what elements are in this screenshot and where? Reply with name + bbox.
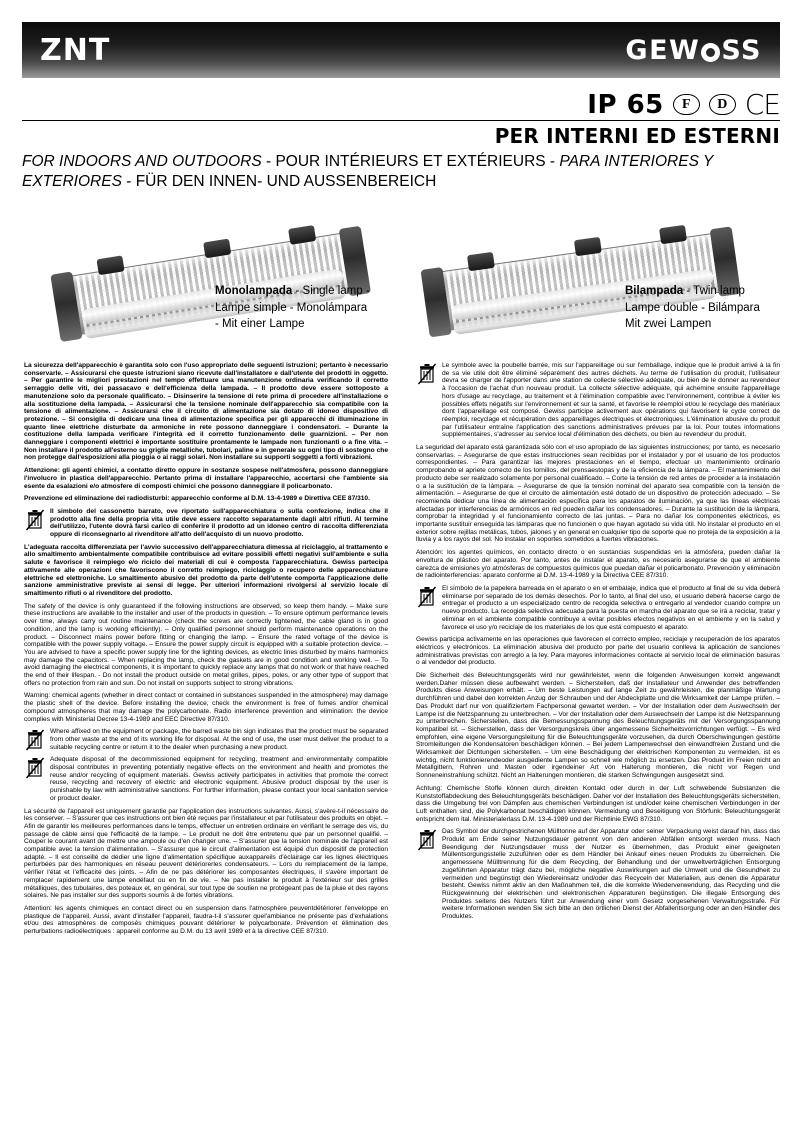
paragraph-it-wee-block	[24, 508, 388, 539]
brand-logo	[625, 35, 762, 66]
caption-monolampada-fr-es: Lampe simple - Monolámpara	[215, 301, 368, 314]
text-column-left	[24, 362, 388, 941]
paragraph-it-attention: Attenzione: gli agenti chimici, a contatto diretto oppure in sostanze sospese nell'atmosfera, possono danneggiare l'involucro in plastica dell'apparecchio. Pertanto prima di installare l'apparecchio, accertarsi che l'ambiente sia esente da esalazioni e/o atmosfere di composti chimici che possono danneggiare il policarbonato.	[24, 467, 388, 490]
paragraph-it-safety: La sicurezza dell'apparecchio è garantita solo con l'uso appropriato delle seguenti istruzioni; pertanto è necessario conservarle. – Assicurarsi che queste istruzioni siano ricevute dall'installatore e dall'utente del prodotti in oggetto. – Per garantire le migliori prestazioni nel tempo effettuare una manutenzione ordinaria verificando il corretto serraggio delle viti, dei passacavo e dell'efficienza della lampada. – Il prodotto deve essere sottoposto a manutenzione solo da personale qualificato. – Disinserire la tensione di rete prima di procedere all'installazione o alla sostituzione della lampada. – Assicurarsi che la tensione nominale dell'apparecchio sia compatibile con la tensione di alimentazione. – Assicurarsi che il circuito di alimentazione sia dotato di idoneo dispositivo di protezione. – Si consiglia di dedicare una linea di alimentazione specifica per gli apparecchi di illuminazione in quanto linee elettriche disturbate da armoniche in rete possono danneggiare i condensatori. – Durante la costituzione della lampada verificare l'integrità ed il corretto funzionamento delle guarnizioni. – Per non danneggiare i componenti elettrici è importante sostituire prontamente le lampade non funzionanti o a fine vita. – Non installare il prodotto all'esterno su griglie metalliche, tubolari, paline e in generale su ogni tipo di sostegno che non protegge dall'esposizioni alla pioggia o ai raggi solari. Non installare su supporti soggetti a forti vibrazioni.	[24, 362, 388, 462]
title-en: FOR INDOORS AND OUTDOORS	[22, 153, 262, 170]
paragraph-de-safety: Die Sicherheit des Beleuchtungsgeräts wird nur gewährleistet, wenn die folgenden Anweisungen korrekt angewandt werden.Daher müssen diese aufbewahrt werden. – Sicherstellen, daß der Installateur und Anwender des betreffenden Produkts diese Anweisungen erhält. – Um beste Leistungen auf lange Zeit zu gewährleisten, die planmäßige Wartung durchführen und dabei den korrekten Anzug der Schrauben und der Abdeckplatte und die Wirksamkeit der Lampe prüfen. – Das Produkt darf nur von qualifiziertem Fachpersonal gewartet werden. – Vor der Installation oder dem Auswechseln der Lampe ist die Netzspannung zu unterbrechen. – Vor der Installation oder dem Auswechseln der Lampe ist die Netzspannung zu unterbrechen. Sicherstellen, dass die Bemessungsspannung des Beleuchtungsgeräts mit der Versorgungsspannung kompatibel ist. – Sicherstellen, dass der Versorgungskreis über angemessene Sicherheitsvorrichtungen verfügt. – Es wird empfohlen, eine eigene Versorgungsleitung für die Beleuchtungsgeräte vorzusehen, da durch Oberschwingungen gestörte Stromleitungen die Kondensatoren beschädigen können. – Bei jedem Lampenwechsel den einwandfreien Zustand und die Wirksamkeit der Dichtungen sicherstellen. – Um eine Beschädigung der elektrischen Komponenten zu vermeiden, ist es wichtig, nicht funktionierendeoder ausgediente Lampen so schnell wie möglich zu ersetzen. Das Produkt im Freien nicht an Metallgittern, Rohren und Masten oder irgendeiner Art von Halterung montieren, die nicht vor Regen und Sonneneinstrahlung schützt. Nicht an Halterungen montieren, die starken Schwingungen ausgesetzt sind.	[416, 672, 780, 780]
title-es-1: PARA INTERIORES Y	[559, 153, 714, 170]
paragraph-de-wee-block	[416, 828, 780, 920]
paragraph-it-wee: Il simbolo del cassonetto barrato, ove riportato sull'apparecchiatura o sulla confezione, indica che il prodotto alla fine della propria vita utile deve essere raccolto separatamente dagli altri rifiuti. Al termine dell'utilizzo, l'utente dovrà farsi carico di conferire il prodotto ad un idoneo centro di raccolta differenziata oppure di riconsegnarlo al rivenditore all'atto dell'acquisto di un nuovo prodotto.	[50, 507, 388, 539]
class-d-mark-icon: D	[709, 94, 736, 115]
header-bar	[22, 22, 780, 78]
caption-bilampada-en: - Twin lamp	[683, 285, 745, 297]
paragraph-it-recycling: L'adeguata raccolta differenziata per l'avvio successivo dell'apparecchiatura dimessa al riciclaggio, al trattamento e allo smaltimento ambientalmente compatibile contribuisce ad evitare possibili effetti negativi sull'ambiente e sulla salute e favorisce il reimpiego e/o riciclo dei materiali di cui è composta l'apparecchiatura. Gewiss partecipa attivamente alle operazioni che favoriscono il corretto reimpiego, riciclaggio o recupero delle apparecchiature elettriche ed elettroniche. Lo smaltimento abusivo del prodotto da parte dell'utente comporta l'applicazione delle sanzione amministrative previste ai sensi di legge. Per ulteriori informazioni rivolgersi al servizio locale di smaltimento rifiuti o al rivenditore del prodotto.	[24, 543, 388, 597]
caption-bilampada-fr-es: Lampe double - Bilámpara	[625, 301, 760, 314]
paragraph-fr-wee: Le symbole avec la poubelle barrée, mis sur l'appareillage ou sur l'emballage, indique que le produit arrivé à la fin de sa vie utile doit être éliminé séparément des autres déchets. Au terme de l'utilisation du produit, l'utilisateur devra se charger de l'apporter dans une station de collecte sélective adéquate, ou bien de le donner au revendeur à l'occasion de l'achat d'un nouveau produit. La collecte sélective adéquate, qui achemine ensuite l'appareillage hors d'usage au recyclage, au traitement et à l'élimination compatible avec l'environnement, contribue à éviter les possibles effets négatifs sur l'environnement et sur la santé, et favorise le réemploi et/ou le recyclage des matériaux dont l'appareillage est composé. Gewiss participe activement aux opérations qui favorisent le cycle correct de réemploi, recyclage et récupération des appareillages électriques et électroniques. L'élimination abusive du produit par l'utilisateur entraîne l'application des sanctions administratives prévues par la loi. Pour toutes informations supplémentaires, s'adresser au service local d'élimination des déchets, ou bien au revendeur du produit.	[442, 362, 780, 439]
paragraph-es-wee: El símbolo de la papelera barreada en el aparato o en el embalaje, indica que el producto al final de su vida deberá eliminarse por separado de los demás desechos. Por lo tanto, al final del uso, el usuario deberá hacerse cargo de entregar el producto a un especializado centro de recogida selectiva o entregarlo al vendedor cuando compre un nuevo producto. La recogida selectiva adecuada para la puesta en marcha del aparato que se irá a reciclar, tratar y eliminar en el ambiente compatible contribuye a evitar posibles efectos negativos en el ambiente y en la salud y favorece el uso y/o reciclaje de los materiales de los que está compuesto el aparato.	[442, 584, 780, 631]
paragraph-de-wee: Das Symbol der durchgestrichenen Mülltonne auf der Apparatur oder seiner Verpackung weist darauf hin, dass das Produkt am Ende seiner Nutzungsdauer getrennt von den anderen Abfällen entsorgt werden muss. Nach Beendigung der Nutzungsdauer muss der Nutzer es übernehmen, das Produkt einer geeigneten Müllentsorgungsstelle zuzuführen oder es dem Händler bei Ankauf eines neuen Produkts zu überreichen. Die angemessene Mülltrennung für die dem Recycling, der Behandlung und der umweltverträglichen Entsorgung zugeführten Apparatur trägt dazu bei, mögliche negative Auswirkungen auf die Umwelt und die Gesundheit zu vermeiden und begünstigt den Wiedereinsatz und/oder das Recyceln der Materialien, aus denen die Apparatur besteht. Gewiss nimmt aktiv an den Maßnahmen teil, die die korrekte Wiederverwendung, das Recycling und die Rückgewinnung der elektrischen und elektronischen Apparaturen begünstigen. Die illegale Entsorgung des Produktes seitens des Nutzers führt zur Anwendung einer vom Gesetz vorgesehenen Verwaltungsstrafe. Für weitere Informationen wenden Sie sich bitte an den örtlichen Dienst der Abfallentsorgung oder an den Händler des Produktes.	[442, 828, 780, 921]
title-es-2: EXTERIORES	[22, 173, 122, 190]
crossed-out-wheelie-bin-icon	[418, 586, 436, 608]
caption-monolampada-en: - Single lamp -	[292, 285, 370, 297]
brand-logo-text-2: SS	[721, 34, 762, 66]
paragraph-en-wee-block-2	[24, 756, 388, 802]
paragraph-en-wee-block-1	[24, 728, 388, 751]
brand-logo-text: GEW	[625, 34, 701, 66]
crossed-out-wheelie-bin-icon	[26, 509, 44, 531]
page-title: PER INTERNI ED ESTERNI	[494, 124, 780, 148]
product-code: ZNT	[40, 32, 111, 68]
paragraph-es-wee-block	[416, 585, 780, 631]
paragraph-es-atencion: Atención: los agentes químicos, en contacto directo o en sustancias suspendidas en la atmósfera, pueden dañar la envoltura de plástico del aparato. Por tanto, antes de instalar el aparato, es necesario asegurarse de que el ambiente carezca de emisiones y/o atmósferas de compuestos químicos que puedan dañar el policarbonato. Prevención y eliminación de radiointerferencias: aparato conforme al D.M. 13-4-1989 y la Directiva CEE 87/310.	[416, 549, 780, 580]
ip-rating: IP 65	[587, 89, 664, 120]
certification-row	[587, 88, 780, 121]
caption-bilampada-title: Bilampada	[625, 285, 684, 297]
crossed-out-wheelie-bin-icon	[418, 829, 436, 851]
caption-monolampada	[215, 283, 395, 333]
paragraph-fr-attention: Attention: les agents chimiques en contact direct ou en suspension dans l'atmosphère peuventdétériorer l'enveloppe en plastique de l'appareil. Aussi, avant d'installer l'appareil, faudra-t-il s'assurer quel'ambiance ne présente pas d'exhalations et/ou des atmosphères de composés chimiques pouvant détériorer le polycarbonate. Prévention et élimination des perturbations radioélectriques : appareil conforme au D.M. du 13 avril 1989 et à la directive CEE 87/310.	[24, 905, 388, 936]
paragraph-en-wee-1: Where affixed on the equipment or package, the barred waste bin sign indicates that the product must be separated from other waste at the end of its working life for disposal. At the end of use, the user must deliver the product to a suitable recycling centre or return it to the dealer when purchasing a new product.	[50, 728, 388, 751]
crossed-out-wheelie-bin-icon	[26, 729, 44, 751]
paragraph-es-safety: La seguridad del aparato está garantizada sólo con el uso apropiado de las siguientes instrucciones; por tanto, es necesario conservarlas. – Asegurarse de que estas instrucciones sean recibidas por el instalador y por el usuario de los productos correspondientes. – Para garantizar las mejores prestaciones en el tiempo, efectuar un mantenimiento ordinario comprobando el apriete correcto de los tornillos, del prensaestopas y de la eficiencia de la lámpara. – El mantenimiento del producto debe ser realizado solamente por personal cualificado. – Corte la tensión de red antes de proceder a la instalación o a la sustitución de la lámpara. – Asegurarse de que la tensión nominal del aparato sea compatible con la tensión de alimentación. – Asegurarse de que el circuito de alimentación esté dotado de un dispositivo de protección adecuado. – Se recomienda dedicar una línea de alimentación específica para los aparatos de iluminación, ya que las líneas eléctricas afectadas por interferencias de armónicos en red pueden dañar los condensadores. – Durante la sustitución de la lámpara, comprobar la integridad y el funcionamiento correcto de las juntas. – Para no dañar los componentes eléctricos, es importante sustituir enseguida las lámparas que no funcionen o que hayan agotado su vida útil. No instalar el producto en el exterior sobre rejillas metálicas, tubos, jalones y en general en cualquier tipo de soporte que no proteja de la exposición a la lluvia y a los rayos del sol. No instalar en soportes sometidos a fuertes vibraciones.	[416, 444, 780, 544]
crossed-out-wheelie-bin-icon	[26, 757, 44, 779]
crossed-out-wheelie-bin-icon	[418, 363, 436, 385]
caption-monolampada-title: Monolampada	[215, 285, 293, 297]
caption-bilampada	[625, 283, 800, 333]
paragraph-en-safety: The safety of the device is only guaranteed if the following instructions are observed, so keep them handy. – Make sure these instructions are available to the installer and user of the products in question. – To ensure optimum performance levels over time, always carry out routine maintenance (check the screws are correctly tightened, the cable gland is in good condition, and the lamp is working efficiently). – Only qualified personnel should perform maintenance operations on the product. – Disconnect mains power before fitting or changing the lamp. – Ensure the rated voltage of the device is compatible with the power supply voltage. – Ensure the power supply circuit is equipped with a suitable protection device. – You are advised to have a specific power supply line for the lighting devices, as electric lines disturbed by mains harmonics may damage the capacitors. – When replacing the lamp, check the gaskets are in good condition and working well. – To avoid damaging the electrical components, it is important to quickly replace any lamps that do not work or that have reached the end of their lifespan. - Do not install the product outside on metal grilles, pipes, poles, or any other type of support that offers no protection from rain and sun. Do not install on supports subject to strong vibrations.	[24, 602, 388, 687]
title-sep-1: - POUR INTÉRIEURS ET EXTÉRIEURS -	[261, 153, 560, 170]
header-divider	[22, 120, 780, 121]
paragraph-en-warning: Warning: chemical agents (whether in direct contact or contained in substances suspended in the atmosphere) may damage the plastic shell of the device. Before installing the device, check the environment is free of fumes and/or chemical compound atmospheres that may damage the polycarbonate. Radio interference prevention and elimination: the device complies with Ministerial Decree 13-4-1989 and EEC Directive 87/310.	[24, 692, 388, 723]
text-column-right	[416, 362, 780, 926]
paragraph-en-wee-2: Adequate disposal of the decommissioned equipment for recycling, treatment and environmentally compatible disposal contributes in preventing potentially negative effects on the environment and health and promotes the reuse and/or recycling of equipment materials. Gewiss actively participates in activities that promote the correct reuse, recycling and recovery of electric and electronic equipment. Abusive product disposal by the user is punishable by law with administrative sanctions. For further information, please contact your local sanitation service or product dealer.	[50, 756, 388, 802]
paragraph-it-radio: Prevenzione ed eliminazione dei radiodisturbi: apparecchio conforme al D.M. 13-4-1989 e Direttiva CEE 87/310.	[24, 495, 370, 503]
title-sep-2: - FÜR DEN INNEN- UND AUSSENBEREICH	[121, 173, 437, 190]
brand-logo-dot-icon	[701, 43, 720, 62]
paragraph-fr-safety: La sécurité de l'appareil est uniquement garantie par l'application des instructions suivantes. Aussi, s'avère-t-il nécessaire de les conserver. – S'assurer que ces instructions ont bien été reçues par l'installateur et par l'utilisateur des produits en objet. – Afin de garantir les meilleures performances dans le temps, effectuer un entretien ordinaire en vérifiant le serrage des vis, du passage de câble ainsi que l'efficacité de la lampe. – Le produit ne doit être entretenu que par un personnel qualifié. – Couper le courant avant de mettre une ampoule ou d'en changer une. – S'assurer que la tension nominale de l'appareil est compatible avec la tension d'alimentation. – S'assurer que le circuit d'alimentation est équipé d'un dispositif de protection adapté. – Il est conseillé de dédier une ligne d'alimentation spécifique auxappareils d'éclairage car les lignes électriques perturbées par des harmoniques en réseau peuvent détériorerles condensateurs. – Lors du remplacement de la lampe, vérifier l'état et l'efficacité des joints. – Afin de ne pas détériorer les composantes électriques, il s'avère important de remplacer rapidement une lampe endéfaut ou en fin de vie. – Ne pas installer le produit à l'extérieur sur des grilles métalliques, des tubulaires, des poteaux et, en général, sur tout type de soutien ne protégeant pas de la pluie et des rayons solaires. Ne pas installer sur des supports soumis à de fortes vibrations.	[24, 807, 388, 900]
paragraph-es-wee-2: Gewiss participa activamente en las operaciones que favorecen el correcto empleo, reciclaje y recuperación de los aparatos eléctricos y electrónicos. La eliminación abusiva del producto por parte del usuario conlleva la aplicación de sanciones administrativas previstas con arreglo a la ley. Para mayores informaciones contacte al servicio local de eliminación basuras o al vendedor del producto.	[416, 636, 780, 667]
paragraph-fr-wee-block	[416, 362, 780, 439]
paragraph-de-achtung: Achtung: Chemische Stoffe können durch direkten Kontakt oder durch in der Luft schwebende Substanzen die Kunststoffabdeckung des Beleuchtungsgeräts beschädigen. Daher vor der Installation des Beleuchtungsgeräts sicherstellen, dass die Umgebung frei von Dämpfen aus chemischen Verbindungen ist und/oder keine chemischen Verbindungen in der Luft enthalten sind, die Polykarbonat beschädigen können. Vermeidung und Beseitigung von Störfunk: Beleuchtungsgerät entspricht dem ital. Ministerialerlass D.M. 13-4-1989 und der Richtlinie EWG 87/310.	[416, 784, 780, 823]
class-f-mark-icon: F	[673, 94, 700, 115]
title-translations	[22, 152, 780, 192]
caption-monolampada-de: - Mit einer Lampe	[215, 318, 305, 330]
ce-mark-icon: CE	[744, 88, 780, 121]
caption-bilampada-de: Mit zwei Lampen	[625, 318, 712, 330]
